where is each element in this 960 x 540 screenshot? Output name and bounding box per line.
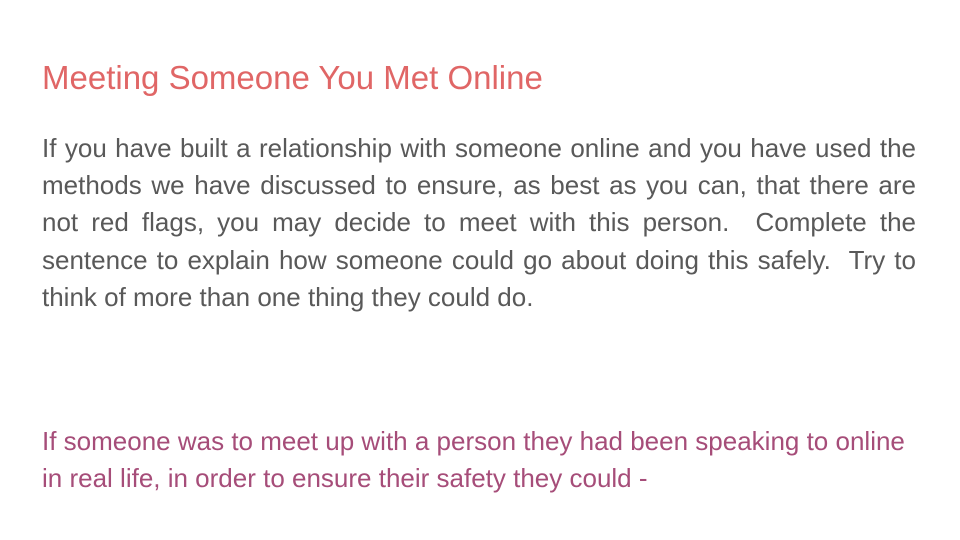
- slide-title: Meeting Someone You Met Online: [42, 59, 543, 96]
- instructions-paragraph: If you have built a relationship with someone online and you have used the methods we have discussed to ensure, as best as you can, that there are not red flags, you may decide to meet with this person. Complete the sentence to explain how someone could go about doing this safely. Try to think of more than one thing they could do.: [42, 133, 924, 312]
- sentence-starter: If someone was to meet up with a person they had been speaking to online in real life, in order to ensure their safety they could -: [42, 426, 905, 493]
